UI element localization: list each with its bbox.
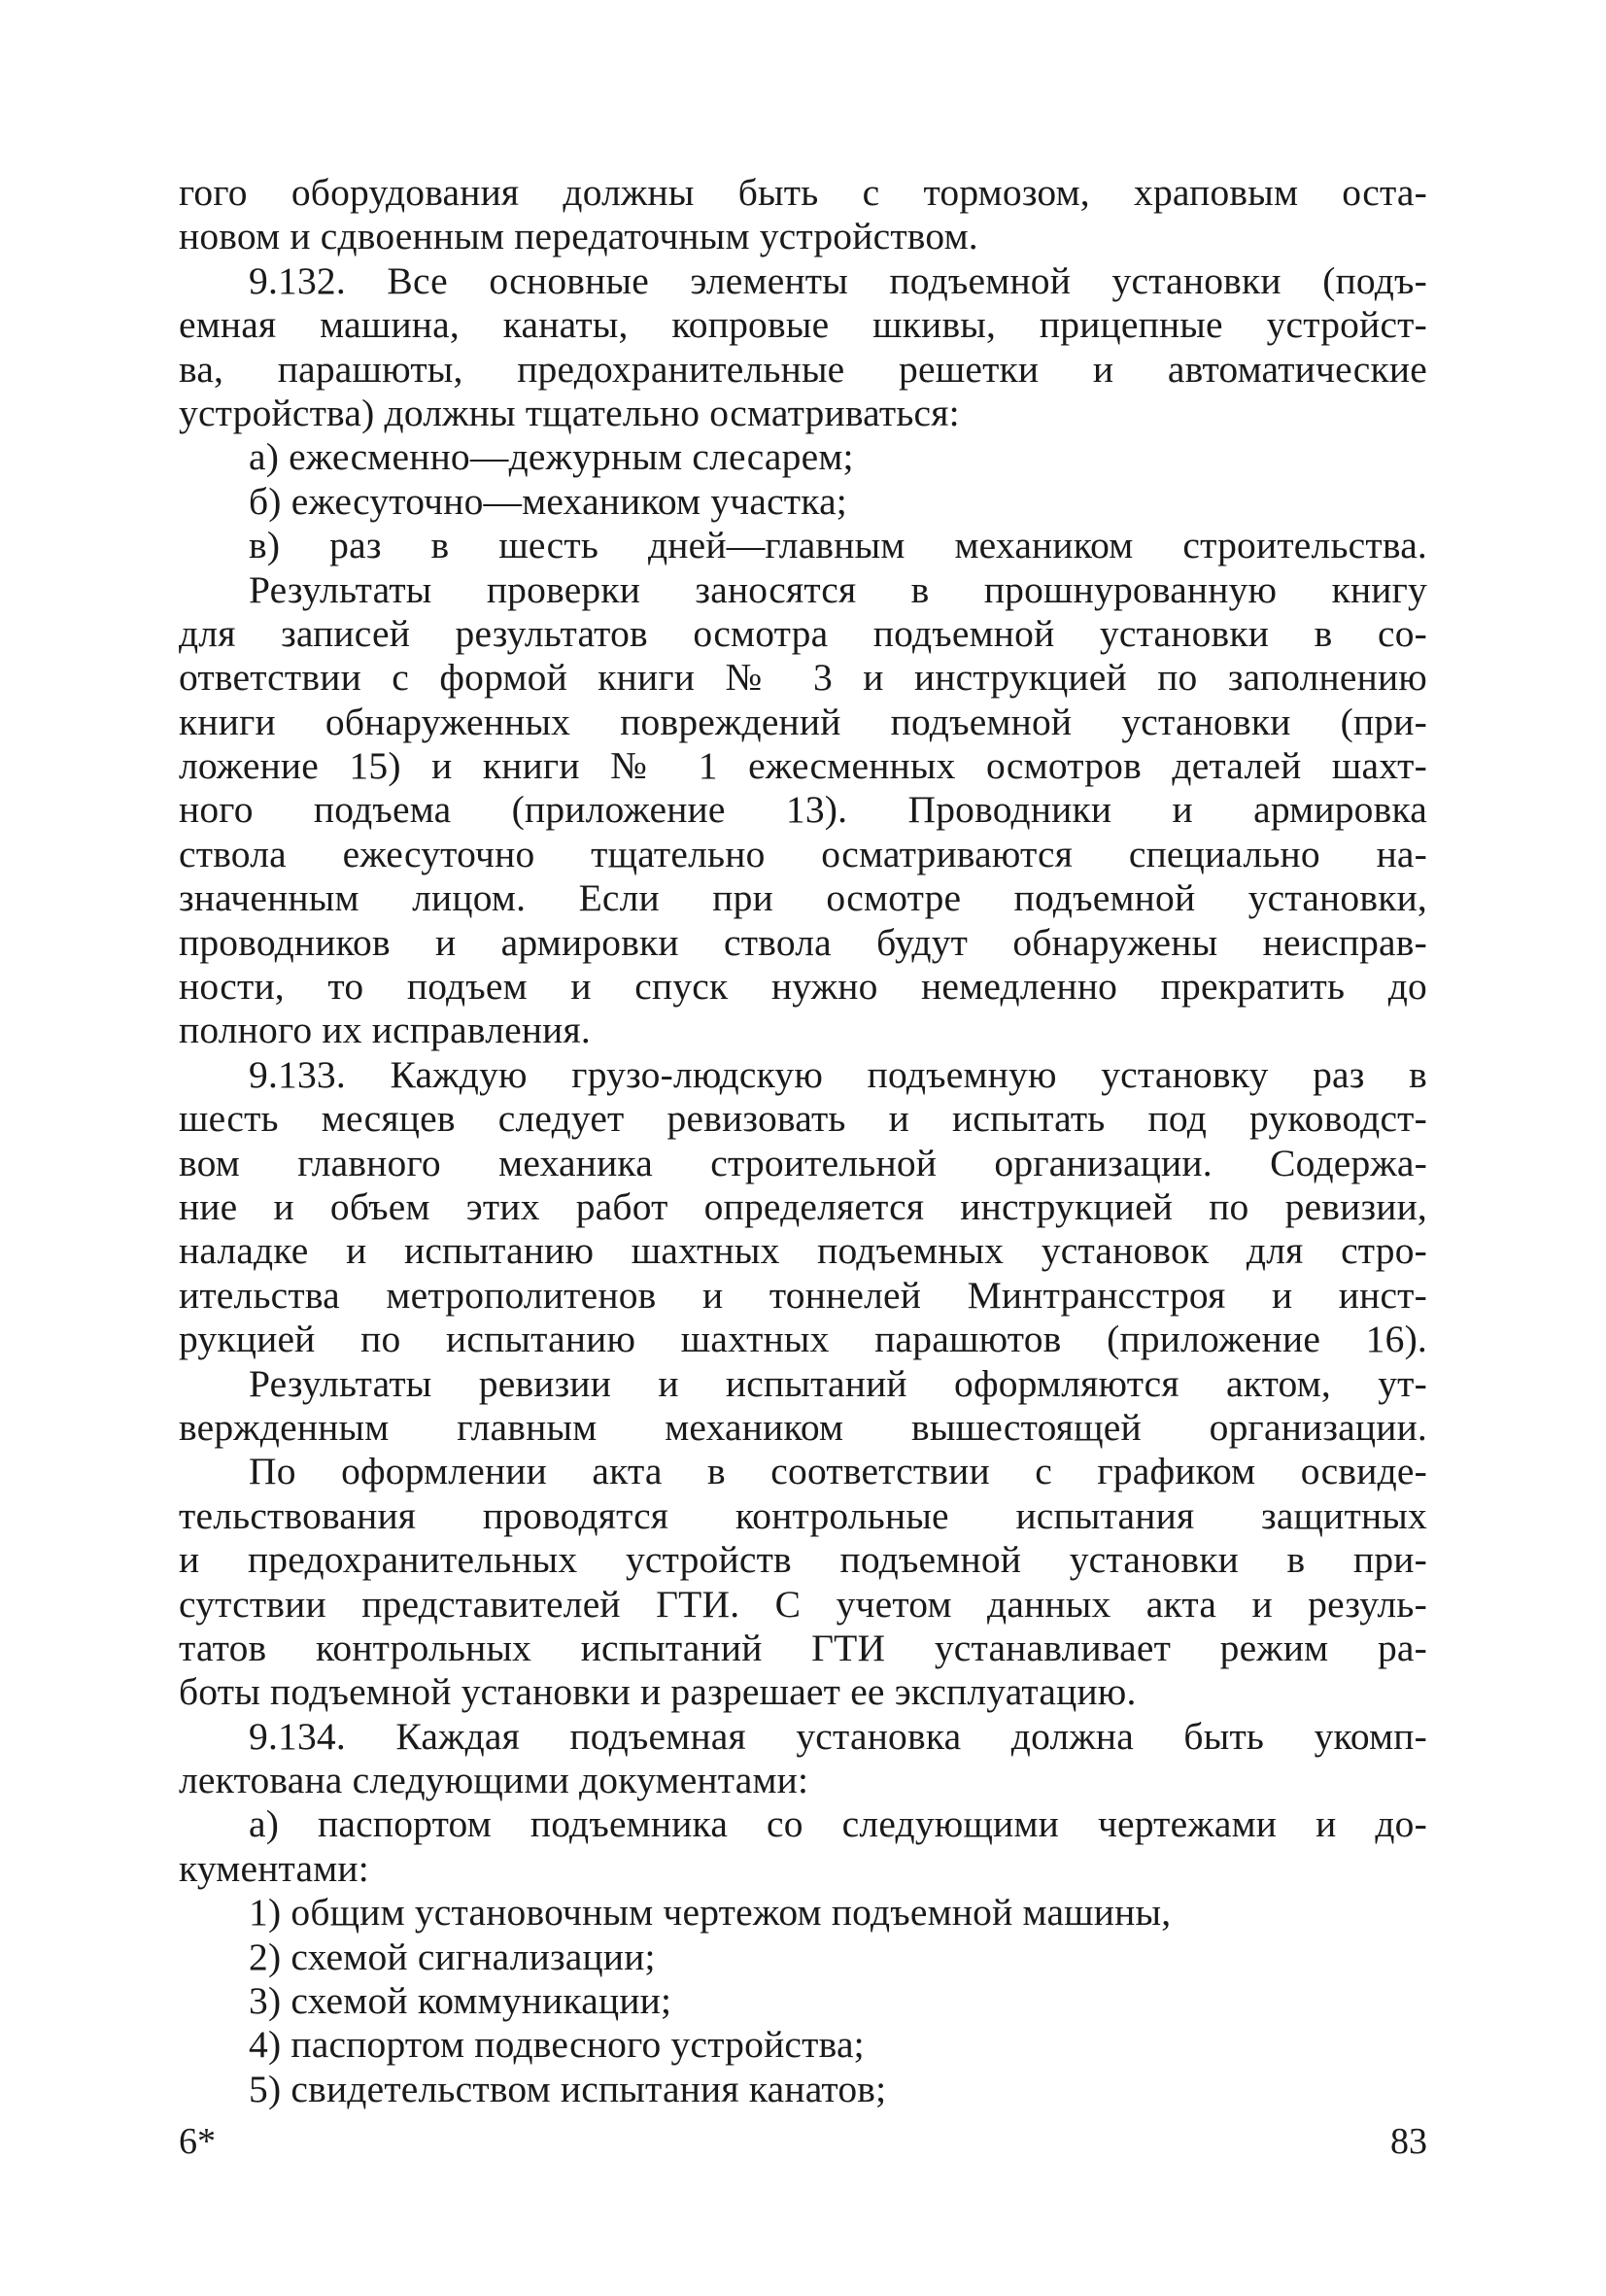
text-line: ности, то подъем и спуск нужно немедленно прекратить до	[179, 965, 1427, 1009]
text-line: для записей результатов осмотра подъемной установки в со-	[179, 611, 1427, 655]
text-line: значенным лицом. Если при осмотре подъемной установки,	[179, 876, 1427, 920]
text-line: рукцией по испытанию шахтных парашютов (приложение 16).	[179, 1318, 1427, 1361]
text-line: ответствии с формой книги № 3 и инструкцией по заполнению	[179, 656, 1427, 700]
text-line: шесть месяцев следует ревизовать и испытать под руководст-	[179, 1097, 1427, 1141]
text-line: а) ежесменно—дежурным слесарем;	[249, 435, 854, 479]
page-number: 83	[1390, 2121, 1427, 2162]
signature-mark: 6*	[179, 2121, 216, 2162]
text-line: 4) паспортом подвесного устройства;	[249, 2023, 865, 2067]
text-line: кументами:	[179, 1846, 369, 1890]
text-line: ствола ежесуточно тщательно осматриваются специально на-	[179, 832, 1427, 875]
text-line: и предохранительных устройств подъемной установки в при-	[179, 1538, 1427, 1582]
text-line: 2) схемой сигнализации;	[249, 1935, 656, 1978]
text-line: ительства метрополитенов и тоннелей Минтрансстроя и инст-	[179, 1273, 1427, 1317]
text-line: тельствования проводятся контрольные испытания защитных	[179, 1493, 1427, 1537]
text-line: Результаты ревизии и испытаний оформляются актом, ут-	[249, 1361, 1427, 1405]
text-line: ва, парашюты, предохранительные решетки и автоматические	[179, 347, 1427, 391]
page-body	[179, 171, 1427, 2114]
text-line: боты подъемной установки и разрешает ее эксплуатацию.	[179, 1670, 1137, 1714]
text-line: наладке и испытанию шахтных подъемных установок для стро-	[179, 1229, 1427, 1273]
text-line: 9.132. Все основные элементы подъемной установки (подъ-	[249, 258, 1427, 302]
text-line: а) паспортом подъемника со следующими чертежами и до-	[249, 1802, 1427, 1846]
text-line: книги обнаруженных повреждений подъемной установки (при-	[179, 700, 1427, 743]
text-line: 5) свидетельством испытания канатов;	[249, 2067, 887, 2110]
text-line: 1) общим установочным чертежом подъемной машины,	[249, 1891, 1172, 1935]
text-line: устройства) должны тщательно осматриваться:	[179, 391, 960, 434]
text-line: 3) схемой коммуникации;	[249, 1979, 672, 2023]
text-line: новом и сдвоенным передаточным устройством.	[179, 215, 978, 258]
text-line: б) ежесуточно—механиком участка;	[249, 479, 847, 523]
text-line: 9.134. Каждая подъемная установка должна быть укомп-	[249, 1714, 1427, 1758]
text-line: гого оборудования должны быть с тормозом, храповым оста-	[179, 171, 1427, 214]
text-line: лектована следующими документами:	[179, 1759, 809, 1802]
text-line: Результаты проверки заносятся в прошнурованную книгу	[249, 567, 1427, 611]
text-line: ние и объем этих работ определяется инструкцией по ревизии,	[179, 1184, 1427, 1228]
text-line: татов контрольных испытаний ГТИ устанавливает режим ра-	[179, 1626, 1427, 1669]
text-line: сутствии представителей ГТИ. С учетом данных акта и резуль-	[179, 1582, 1427, 1626]
text-line: в) раз в шесть дней—главным механиком строительства.	[249, 524, 1427, 567]
text-line: По оформлении акта в соответствии с графиком освиде-	[249, 1450, 1427, 1493]
text-line: вом главного механика строительной организации. Содержа-	[179, 1141, 1427, 1184]
text-line: емная машина, канаты, копровые шкивы, прицепные устройст-	[179, 303, 1427, 347]
text-line: ного подъема (приложение 13). Проводники и армировка	[179, 788, 1427, 832]
text-line: ложение 15) и книги № 1 ежесменных осмотров деталей шахт-	[179, 744, 1427, 788]
page-footer	[179, 2120, 1427, 2167]
text-line: вержденным главным механиком вышестоящей организации.	[179, 1405, 1427, 1449]
text-line: проводников и армировки ствола будут обнаружены неисправ-	[179, 920, 1427, 964]
text-line: 9.133. Каждую грузо-людскую подъемную установку раз в	[249, 1052, 1427, 1096]
text-line: полного их исправления.	[179, 1009, 591, 1052]
